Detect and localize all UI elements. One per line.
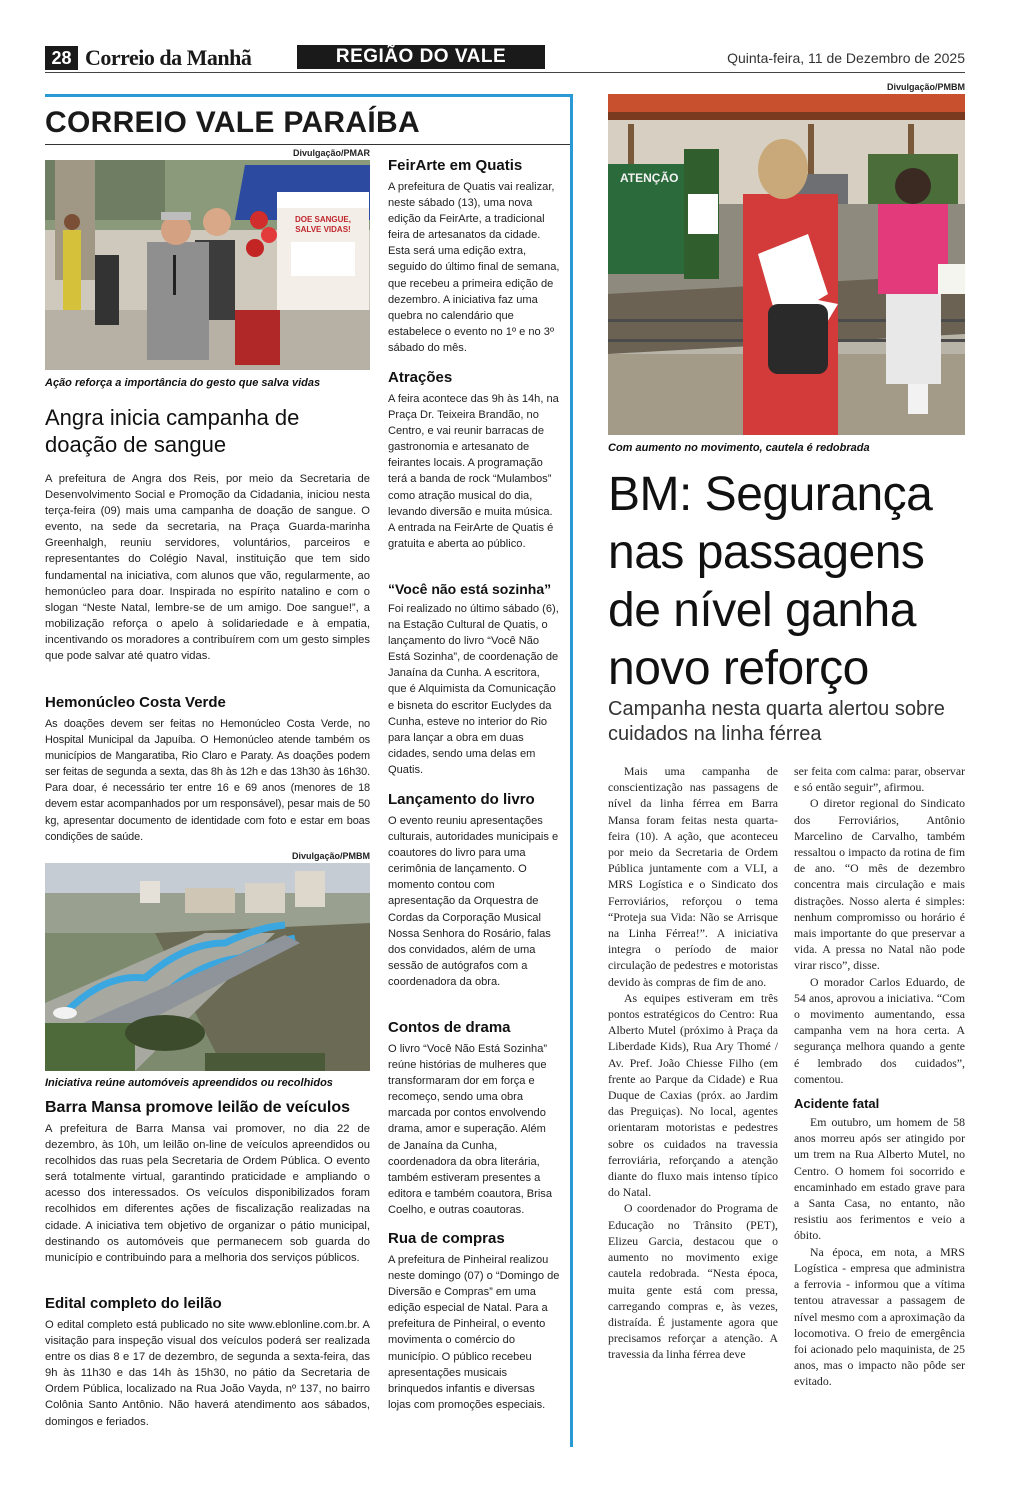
main-headline: BM: Segurança nas passagens de nível ganha novo reforço xyxy=(608,468,933,695)
article-paragraph: Na época, em nota, a MRS Logística - empresa que administra a ferrovia - informou que a vítima tentou atravessar a passagem de nível mesmo com a aproximação da locomotiva. O freio de emergência foi acionado pelo maquinista, de 25 anos, mas o impacto não pôde ser evitado. xyxy=(794,1244,965,1389)
section-tag: REGIÃO DO VALE xyxy=(297,45,545,69)
box-right-border xyxy=(570,94,573,1447)
svg-text:SALVE VIDAS!: SALVE VIDAS! xyxy=(295,225,351,234)
brief-heading: Lançamento do livro xyxy=(388,791,535,808)
railway-crossing-photo xyxy=(608,94,965,435)
photo-caption: Com aumento no movimento, cautela é redobrada xyxy=(608,442,870,454)
brief-heading: Atrações xyxy=(388,369,453,386)
article-paragraph: O morador Carlos Eduardo, de 54 anos, aprovou a iniciativa. “Com o movimento aumentando, essa campanha vem na hora certa. A segurança melhora quando a gente é lembrado dos cuidados”, comentou. xyxy=(794,974,965,1086)
brief-text: Foi realizado no último sábado (6), na Estação Cultural de Quatis, o lançamento do livro “Você Não Está Sozinha”, de coordenação de Janaína da Cunha. A escritora, que é Alquimista da Comunicação e bisneta do escritor Euclydes da Cunha, esteve no interior do Rio para lançar a obra em duas cidades, sendo uma delas em Quatis. xyxy=(388,603,559,776)
story-subhead: Edital completo do leilão xyxy=(45,1295,222,1312)
box-title-divider xyxy=(45,144,570,145)
brief-text: A prefeitura de Quatis vai realizar, neste sábado (13), uma nova edição da FeirArte, a tradicional feira de artesanatos da cidade. Esta será uma edição extra, seguido do último final de semana, que recebeu a primeira edição de dezembro. A iniciativa faz uma quebra no calendário que estabelece o evento no 1º e no 3º sábado do mês. xyxy=(388,181,560,354)
brief-text: O evento reuniu apresentações culturais, autoridades municipais e coautores do livro para uma cerimônia de lançamento. O momento contou com apresentação da Orquestra de Cordas da Corporação Musical Nossa Senhora do Rosário, falas dos convidados, além de uma sessão de autógrafos com a coordenadora da obra. xyxy=(388,815,559,988)
svg-text:DOE SANGUE,: DOE SANGUE, xyxy=(294,215,352,224)
brief-text: O livro “Você Não Está Sozinha” reúne histórias de mulheres que transformaram dor em força e recomeço, sendo uma obra marcada por contos envolvendo drama, amor e superação. Além de Janaína da Cunha, coordenadora da obra literária, também estiveram presentes a editora e também coautora, Brisa Coelho, e outras coautoras. xyxy=(388,1043,553,1216)
article-paragraph: Em outubro, um homem de 58 anos morreu após ser atingido por um trem na Rua Alberto Mutel, no Centro. O homem foi socorrido e encaminhado em estado grave para a Santa Casa, no entanto, não resistiu aos ferimentos e veio a óbito. xyxy=(794,1115,965,1243)
box-top-border xyxy=(45,94,573,97)
photo-caption: Iniciativa reúne automóveis apreendidos ou recolhidos xyxy=(45,1077,333,1089)
sign-title: ATENÇÃO xyxy=(620,171,679,185)
brief-text: A prefeitura de Pinheiral realizou neste domingo (07) o “Domingo de Diversão e Compras” em uma edição especial de Natal. Para a prefeitura de Pinheiral, o evento movimenta o comércio do município. O público recebeu apresentações musicais brinquedos infantis e diversas lojas com promoções especiais. xyxy=(388,1254,560,1411)
article-paragraph: As equipes estiveram em três pontos estratégicos do Centro: Rua Alberto Mutel (próximo à Praça da Liberdade Kids), Rua Ary Thomé / Av. Pref. João Chiesse Filho (em frente ao Parque da Cidade) e Rua Duque de Caxias (próx. ao Jardim das Preguiças). No local, agentes orientaram motoristas e pedestres sobre os cuidados na travessia ferroviária, reforçando a atenção diante do fluxo mais intenso típico do Natal. xyxy=(608,990,778,1200)
story-body: A prefeitura de Barra Mansa vai promover, no dia 22 de dezembro, às 10h, um leilão on-line de veículos apreendidos ou recolhidos das ruas pela Secretaria de Ordem Pública. O evento será totalmente virtual, garantindo praticidade e ampliando o acesso dos interessados. Os veículos disponibilizados foram recolhidos em diferentes ações de fiscalização realizadas na cidade. A iniciativa tem objetivo de organizar o pátio municipal, destinando os automóveis que permanecem sob guarda do município e contribuindo para a melhoria dos serviços públicos. xyxy=(45,1123,370,1264)
article-paragraph: O coordenador do Programa de Educação no Trânsito (PET), Elizeu Garcia, destacou que o aumento no movimento exige cautela redobrada. “Nesta época, muita gente está com pressa, carregando compras e, às vezes, distraída. É justamente agora que precisamos reforçar a atenção. A travessia da linha férrea deve xyxy=(608,1201,778,1362)
brief-heading: FeirArte em Quatis xyxy=(388,157,523,174)
blood-donation-photo xyxy=(45,160,370,370)
header-divider xyxy=(45,72,965,73)
page-header xyxy=(45,44,965,72)
masthead-logo: Correio da Manhã xyxy=(85,45,252,70)
story-body-2: O edital completo está publicado no site www.eblonline.com.br. A visitação para inspeção visual dos veículos poderá ser realizada entre os dias 8 e 17 de dezembro, de segunda a sexta-feira, das 9h às 11h30 e das 14h às 15h30, no pátio da Secretaria de Ordem Pública, localizado na Rua João Vayda, nº 137, no bairro Colônia Santo Antônio. Não haverá atendimento aos sábados, domingos e feriados. xyxy=(45,1319,370,1428)
brief-heading: “Você não está sozinha” xyxy=(388,581,552,597)
article-column-2 xyxy=(794,763,965,1390)
photo-credit: Divulgação/PMBM xyxy=(886,82,965,92)
story-body-2: As doações devem ser feitas no Hemonúcleo Costa Verde, no Hospital Municipal da Japuíba. O Hemonúcleo atende também os municípios de Mangaratiba, Rio Claro e Paraty. As doações podem ser feitas de segunda a sexta, das 8h às 12h e das 13h30 às 16h30. Para doar, é necessário ter entre 16 e 69 anos (menores de 18 devem estar acompanhados por um responsável), pesar mais de 50 kg, apresentar documento de identidade com foto e estar em boas condições de saúde. xyxy=(45,718,370,843)
article-paragraph: O diretor regional do Sindicato dos Ferroviários, Antônio Marcelino de Carvalho, também ressaltou o impacto da rotina de fim de ano. “O mês de dezembro concentra mais circulação e mais distrações. Nosso alerta é simples: nenhum compromisso ou horário é mais importante do que preservar a vida. A pressa no Natal não pode virar risco”, disse. xyxy=(794,796,965,973)
story-headline: Angra inicia campanha de doação de sangue xyxy=(45,405,300,457)
story-subhead: Hemonúcleo Costa Verde xyxy=(45,694,226,711)
box-title: CORREIO VALE PARAÍBA xyxy=(45,106,420,139)
issue-date: Quinta-feira, 11 de Dezembro de 2025 xyxy=(727,50,965,66)
brief-text: A feira acontece das 9h às 14h, na Praça Dr. Teixeira Brandão, no Centro, e vai reunir barracas de gastronomia e artesanato de feirantes locais. A programação terá a banda de rock “Mulambos” como atração musical do dia, levando diversão e muita música. A entrada na FeirArte de Quatis é gratuita e aberta ao público. xyxy=(388,393,559,550)
main-deck: Campanha nesta quarta alertou sobre cuidados na linha férrea xyxy=(608,698,945,745)
brief-heading: Contos de drama xyxy=(388,1019,511,1036)
story-body: A prefeitura de Angra dos Reis, por meio da Secretaria de Desenvolvimento Social e Promoção da Cidadania, iniciou nesta terça-feira (09) mais uma campanha de doação de sangue. O evento, na sede da secretaria, na Praça Guarda-marinha Greenhalgh, reuniu servidores, voluntários, parceiros e representantes do Colégio Naval, instituição que tem sido fundamental na iniciativa, com alunos que vão, regularmente, ao hemonúcleo para doar. Inspirada no espírito natalino e com o slogan “Neste Natal, lembre-se de um amigo. Doe sangue!”, a mobilização reforça o apelo à solidariedade e à empatia, incentivando os moradores a contribuírem com um gesto simples que pode salvar até quatro vidas. xyxy=(45,473,370,663)
photo-caption: Ação reforça a importância do gesto que salva vidas xyxy=(45,377,321,389)
page-number: 28 xyxy=(45,46,78,70)
article-subhead: Acidente fatal xyxy=(794,1096,880,1112)
photo-credit: Divulgação/PMBM xyxy=(291,851,370,861)
article-paragraph: Mais uma campanha de conscientização nas passagens de nível da linha férrea em Barra Mansa foram feitas nesta quarta-feira (10). A ação, que aconteceu por meio da Secretaria de Ordem Pública juntamente com a VLI, a MRS Logística e o Sindicato dos Ferroviários, reforçou o tema “Proteja sua Vida: Não se Arrisque na Linha Férrea!”. A iniciativa integra o período de maior circulação de pedestres e motoristas devido às compras de fim de ano. xyxy=(608,764,778,989)
photo-credit: Divulgação/PMAR xyxy=(292,148,370,158)
brief-heading: Rua de compras xyxy=(388,1230,505,1247)
story-headline: Barra Mansa promove leilão de veículos xyxy=(45,1099,351,1116)
article-paragraph: ser feita com calma: parar, observar e só então seguir”, afirmou. xyxy=(794,764,965,795)
article-column-1 xyxy=(608,763,778,1363)
bridge-aerial-photo xyxy=(45,863,370,1071)
